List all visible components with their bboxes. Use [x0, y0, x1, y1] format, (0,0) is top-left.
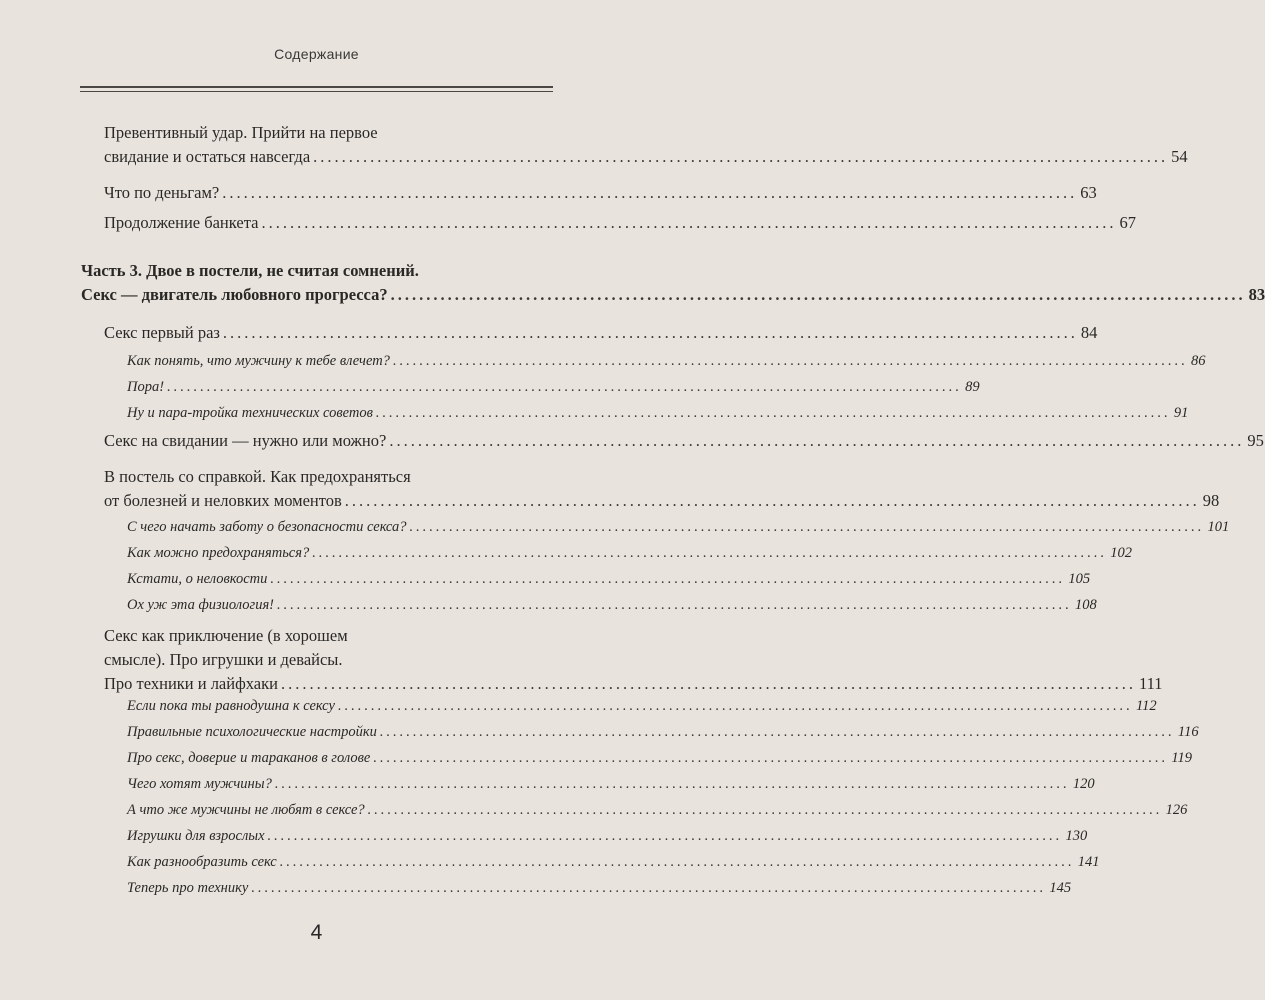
entry-page-number: 91 [1173, 405, 1189, 421]
dot-leader: ........................................................................................................................ [375, 405, 1171, 421]
dot-leader: ........................................................................................................................ [279, 854, 1075, 870]
dot-leader: ........................................................................................................................ [392, 353, 1188, 369]
dot-leader: ........................................................................................................................ [251, 880, 1047, 896]
entry-leader-row [104, 211, 1136, 235]
entry-leader-row [127, 593, 1097, 617]
entry-leader-row [127, 401, 1189, 425]
running-header: Содержание [274, 46, 359, 62]
entry-page-number: 63 [1080, 183, 1097, 202]
dot-leader: ........................................................................................................................ [222, 323, 1078, 342]
entry-leader-row [104, 321, 1098, 345]
entry-leader-row [127, 515, 1230, 539]
toc-subentry [127, 515, 1230, 539]
entry-leader-row [104, 181, 1097, 205]
entry-page-number: 108 [1075, 597, 1097, 613]
toc-subentry [127, 720, 1199, 744]
toc-entry [104, 624, 1163, 696]
entry-title-line: свидание и остаться навсегда [104, 147, 311, 166]
entry-leader-row [81, 283, 1265, 307]
entry-title-line: Теперь про технику [127, 880, 249, 896]
toc-subentry [127, 876, 1072, 900]
toc-subentry [127, 567, 1091, 591]
dot-leader: ........................................................................................................................ [261, 213, 1117, 232]
dot-leader: ........................................................................................................................ [222, 183, 1078, 202]
entry-title-line: Секс — двигатель любовного прогресса? [81, 285, 388, 304]
entry-page-number: 83 [1248, 285, 1265, 304]
entry-title-line: Игрушки для взрослых [127, 828, 265, 844]
entry-title-line: от болезней и неловких моментов [104, 491, 342, 510]
entry-title-line: В постель со справкой. Как предохраняться [104, 467, 411, 486]
entry-page-number: 119 [1171, 750, 1193, 766]
toc-subentry [127, 746, 1193, 770]
toc-subentry [127, 772, 1095, 796]
entry-page-number: 120 [1072, 776, 1095, 792]
entry-leader-row [127, 375, 980, 399]
toc-subentry [127, 593, 1097, 617]
dot-leader: ........................................................................................................................ [312, 545, 1108, 561]
entry-title-line: Как разнообразить секс [127, 854, 277, 870]
dot-leader: ........................................................................................................................ [344, 491, 1200, 510]
dot-leader: ........................................................................................................................ [167, 379, 963, 395]
entry-page-number: 98 [1202, 491, 1220, 510]
dot-leader: ........................................................................................................................ [379, 724, 1175, 740]
entry-title-line: Ну и пара-тройка технических советов [127, 405, 373, 421]
entry-page-number: 84 [1080, 323, 1098, 342]
toc-subentry [127, 850, 1100, 874]
toc-subentry [127, 798, 1188, 822]
entry-title-line: Часть 3. Двое в постели, не считая сомнений. [81, 261, 419, 280]
entry-title-line: А что же мужчины не любят в сексе? [127, 802, 365, 818]
toc-entry [104, 211, 1136, 235]
entry-page-number: 89 [965, 379, 980, 395]
entry-leader-row [104, 489, 1220, 513]
entry-title-line: Кстати, о неловкости [127, 571, 268, 587]
entry-leader-row [104, 145, 1188, 169]
toc-subentry [127, 349, 1206, 373]
dot-leader: ........................................................................................................................ [270, 571, 1066, 587]
entry-page-number: 95 [1247, 431, 1264, 450]
entry-page-number: 116 [1177, 724, 1199, 740]
entry-title-line: Про секс, доверие и тараканов в голове [127, 750, 371, 766]
entry-title-line: Как можно предохраняться? [127, 545, 310, 561]
entry-leader-row [127, 694, 1157, 718]
entry-leader-row [127, 850, 1100, 874]
dot-leader: ........................................................................................................................ [337, 698, 1133, 714]
entry-title-line: Правильные психологические настройки [127, 724, 377, 740]
entry-page-number: 67 [1119, 213, 1136, 232]
entry-title-line: Как понять, что мужчину к тебе влечет? [127, 353, 390, 369]
entry-leader-row [127, 824, 1088, 848]
entry-title-line: смысле). Про игрушки и девайсы. [104, 650, 343, 669]
entry-leader-row [127, 746, 1193, 770]
entry-title-line: С чего начать заботу о безопасности секса? [127, 519, 407, 535]
entry-leader-row [104, 672, 1163, 696]
entry-title-line: Секс первый раз [104, 323, 220, 342]
entry-page-number: 102 [1110, 545, 1132, 561]
dot-leader: ........................................................................................................................ [409, 519, 1205, 535]
entry-title-line: Пора! [127, 379, 165, 395]
entry-page-number: 112 [1135, 698, 1157, 714]
toc-subentry [127, 401, 1189, 425]
entry-page-number: 101 [1207, 519, 1230, 535]
toc-part-heading [81, 259, 1265, 307]
entry-title-line: Ох уж эта физиология! [127, 597, 275, 613]
toc-entry [104, 465, 1220, 513]
toc-subentry [127, 375, 980, 399]
entry-leader-row [127, 567, 1091, 591]
entry-leader-row [127, 541, 1132, 565]
dot-leader: ........................................................................................................................ [277, 597, 1073, 613]
toc-subentry [127, 541, 1132, 565]
dot-leader: ........................................................................................................................ [373, 750, 1169, 766]
dot-leader: ........................................................................................................................ [389, 431, 1245, 450]
entry-title-line: Превентивный удар. Прийти на первое [104, 123, 378, 142]
entry-leader-row [127, 349, 1206, 373]
dot-leader: ........................................................................................................................ [367, 802, 1163, 818]
entry-page-number: 86 [1190, 353, 1206, 369]
entry-leader-row [127, 798, 1188, 822]
dot-leader: ........................................................................................................................ [313, 147, 1169, 166]
dot-leader: ........................................................................................................................ [274, 776, 1070, 792]
entry-title-line: Секс как приключение (в хорошем [104, 626, 348, 645]
entry-page-number: 141 [1077, 854, 1100, 870]
entry-page-number: 126 [1165, 802, 1188, 818]
toc-subentry [127, 694, 1157, 718]
entry-leader-row [127, 876, 1072, 900]
entry-title-line: Если пока ты равнодушна к сексу [127, 698, 335, 714]
entry-page-number: 111 [1138, 674, 1163, 693]
toc-entry [104, 429, 1264, 453]
toc-entry [104, 121, 1188, 169]
entry-title-line: Продолжение банкета [104, 213, 259, 232]
dot-leader: ........................................................................................................................ [267, 828, 1063, 844]
entry-page-number: 130 [1065, 828, 1088, 844]
entry-leader-row [127, 720, 1199, 744]
toc-subentry [127, 824, 1088, 848]
entry-page-number: 145 [1049, 880, 1072, 896]
entry-page-number: 105 [1068, 571, 1091, 587]
entry-leader-row [104, 429, 1264, 453]
entry-title-line: Что по деньгам? [104, 183, 220, 202]
entry-leader-row [127, 772, 1095, 796]
entry-title-line: Чего хотят мужчины? [127, 776, 272, 792]
dot-leader: ........................................................................................................................ [280, 674, 1136, 693]
entry-page-number: 54 [1171, 147, 1188, 166]
toc-entry [104, 181, 1097, 205]
dot-leader: ........................................................................................................................ [390, 285, 1246, 304]
page-number: 4 [310, 921, 323, 944]
toc-entry [104, 321, 1098, 345]
entry-title-line: Секс на свидании — нужно или можно? [104, 431, 387, 450]
entry-title-line: Про техники и лайфхаки [104, 674, 278, 693]
